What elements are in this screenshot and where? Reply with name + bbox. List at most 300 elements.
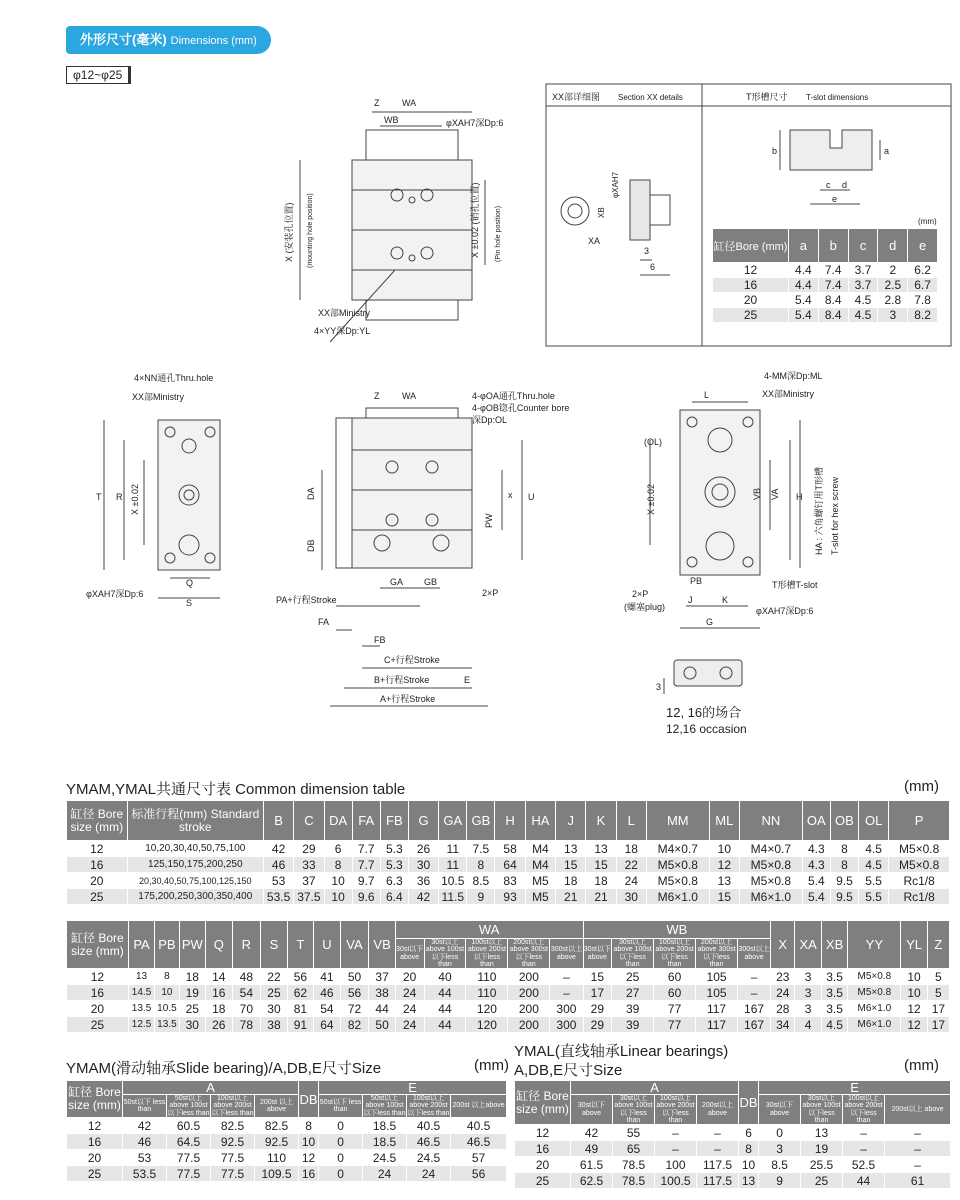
table-row (67, 969, 950, 985)
common-table-title: YMAM,YMAL共通尺寸表 Common dimension table (66, 781, 406, 798)
table3-subheader: 200st 以上above (451, 1095, 507, 1118)
table-row (67, 1118, 507, 1134)
table-cell: 18.5 (363, 1118, 407, 1134)
table-cell: 3.7 (848, 278, 878, 293)
table-cell: M6×1.0 (848, 1001, 901, 1017)
table2-header: U (314, 921, 340, 969)
table-cell: 44 (424, 1001, 466, 1017)
table-cell: 53.5 (123, 1166, 167, 1182)
table-cell: 39 (612, 1017, 654, 1033)
table-cell: 50 (340, 969, 369, 985)
table-cell: 16 (515, 1141, 571, 1157)
table-cell: 28 (771, 1001, 795, 1017)
table-cell: M5×0.8 (646, 857, 709, 873)
table-cell: Rc1/8 (889, 889, 950, 905)
table-cell: 9 (467, 889, 495, 905)
slide-table-title: YMAM(滑动轴承Slide bearing)/A,DB,E尺寸Size (66, 1060, 382, 1077)
table-row (713, 293, 938, 308)
table1-header: DA (324, 801, 352, 841)
table-cell: M5×0.8 (848, 985, 901, 1001)
table-cell: 110 (255, 1150, 299, 1166)
table-cell: 38 (369, 985, 395, 1001)
section-d3: 3 (644, 246, 650, 256)
table-row (67, 1150, 507, 1166)
table2-header: S (261, 921, 287, 969)
table-cell: 12 (67, 1118, 123, 1134)
table-cell: 56 (451, 1166, 507, 1182)
table2-subheader: 300st以上 above (738, 939, 771, 969)
table4-header: A (571, 1081, 739, 1095)
table-cell: 40 (424, 969, 466, 985)
left-xx: XX部Ministry (132, 392, 185, 402)
table4-subheader: 30st以上above 100st以下less than (614, 1095, 653, 1125)
right-j: J (688, 595, 693, 605)
table-cell: 10.5 (439, 873, 467, 889)
mid-db: DB (306, 539, 316, 552)
table3-subheader: 50st以下 less than (319, 1095, 363, 1118)
table-cell: 10 (709, 841, 739, 857)
table-cell: 77.5 (167, 1166, 211, 1182)
table-cell: 22 (261, 969, 287, 985)
table-cell: 55 (613, 1125, 655, 1141)
left-s: S (186, 598, 193, 608)
table-cell: 0 (319, 1134, 363, 1150)
tslot-b: b (772, 146, 778, 156)
top-x-pin-en: (Pin hole position) (495, 205, 502, 262)
table-cell: 26 (206, 1017, 232, 1033)
table-cell: M5 (525, 889, 555, 905)
left-xa: φXAH7深Dp:6 (86, 589, 144, 599)
mid-pw: PW (484, 513, 494, 528)
table-cell: 24 (395, 1017, 424, 1033)
table-cell: 29 (294, 841, 324, 857)
top-z: Z (374, 98, 380, 108)
table-cell: 46 (263, 857, 293, 873)
table4-subheader: 30st以下 above (759, 1095, 801, 1125)
mid-gb: GB (424, 577, 438, 587)
occasion-cn: 12, 16的场合 (666, 705, 742, 720)
right-tslot: T形槽T-slot (772, 580, 818, 590)
table-row (67, 841, 950, 857)
top-xa-note: φXAH7深Dp:6 (446, 118, 504, 128)
table-cell: 20 (515, 1157, 571, 1173)
table-cell: 36 (408, 873, 438, 889)
table-cell: 16 (67, 1134, 123, 1150)
table-cell: 125,150,175,200,250 (127, 857, 263, 873)
table-cell: 82.5 (211, 1118, 255, 1134)
table-cell: 8 (830, 857, 858, 873)
table-row (515, 1141, 951, 1157)
table-cell: – (655, 1141, 697, 1157)
tslot-title-cn: T形槽尺寸 (746, 92, 788, 102)
table-cell: M5 (525, 873, 555, 889)
table-cell: 12.5 (128, 1017, 154, 1033)
occasion-en: 12,16 occasion (666, 722, 747, 736)
table-cell: 29 (583, 1001, 612, 1017)
table-cell: 93 (495, 889, 525, 905)
header-title-en: Dimensions (mm) (170, 35, 257, 47)
table-cell: 81 (287, 1001, 313, 1017)
linear-table-title-2: A,DB,E尺寸Size (514, 1062, 623, 1079)
table-cell: 91 (287, 1017, 313, 1033)
right-p2: 2×P (632, 589, 649, 599)
table3-subheader: 200st 以上above (255, 1095, 299, 1118)
table-row (67, 1166, 507, 1182)
table-cell: – (885, 1141, 951, 1157)
table-cell: 24.5 (363, 1150, 407, 1166)
top-x-mount-en: (mounting hole position) (307, 193, 314, 268)
section-xa-h7: φXAH7 (611, 171, 620, 198)
table-cell: 18 (179, 969, 205, 985)
table-cell: 17 (927, 1001, 949, 1017)
table-cell: 56 (340, 985, 369, 1001)
table2-header: WB (583, 921, 771, 939)
table-cell: 65 (613, 1141, 655, 1157)
table-cell: 34 (771, 1017, 795, 1033)
table-cell: 3 (759, 1141, 801, 1157)
table-cell: 5.5 (858, 889, 888, 905)
table2-header: YY (848, 921, 901, 969)
table2-subheader: 30st以下 above (583, 939, 612, 969)
mid-p2: 2×P (482, 588, 499, 598)
top-x-pin: X ±0.02 (销孔位置) (470, 182, 480, 258)
table-cell: 7.8 (908, 293, 938, 308)
right-ol: (OL) (644, 437, 662, 447)
table3-subheader: 50st以上above 100st以下less than (167, 1095, 210, 1117)
table-cell: 54 (314, 1001, 340, 1017)
table-cell: 25 (67, 1166, 123, 1182)
right-pb: PB (690, 576, 703, 586)
table-cell: 22 (616, 857, 646, 873)
table-cell: 62.5 (571, 1173, 613, 1189)
table3-subheader: 50st以下 less than (123, 1095, 167, 1118)
table-cell: 8.5 (759, 1157, 801, 1173)
table-cell: 109.5 (255, 1166, 299, 1182)
tslot-unit: (mm) (918, 217, 937, 226)
table-cell: – (843, 1141, 885, 1157)
right-va: VA (770, 488, 780, 500)
table-cell: 60 (654, 969, 696, 985)
table-cell: 110 (466, 985, 508, 1001)
table3-subheader: 50st以上above 100st以下less than (363, 1095, 406, 1117)
table1-header: J (556, 801, 586, 841)
table-cell: M5×0.8 (889, 841, 950, 857)
table-cell: 64.5 (167, 1134, 211, 1150)
mid-ol: 深Dp:OL (472, 415, 508, 425)
table1-header: MM (646, 801, 709, 841)
table2-subheader: 300st以上 above (550, 939, 583, 969)
table-cell: 25 (713, 308, 789, 323)
table-cell: 25.5 (801, 1157, 843, 1173)
table-cell: 0 (319, 1118, 363, 1134)
table-cell: 4.4 (789, 263, 819, 278)
table-cell: 12 (67, 841, 128, 857)
table-cell: 117.5 (697, 1157, 739, 1173)
table-cell: 5.4 (789, 308, 819, 323)
table-cell: 77.5 (211, 1150, 255, 1166)
table2-header: PW (179, 921, 205, 969)
tslot-title-en: T-slot dimensions (806, 93, 869, 102)
table-cell: – (655, 1125, 697, 1141)
table-cell: 20,30,40,50,75,100,125,150 (127, 873, 263, 889)
table4-header: 缸径 Bore size (mm) (515, 1081, 571, 1125)
section-xa: XA (588, 236, 601, 246)
mid-ob: 4-φOB锪孔Counter bore (472, 403, 570, 413)
right-l: L (704, 390, 710, 400)
table1-header: K (586, 801, 616, 841)
table-cell: 8.2 (908, 308, 938, 323)
table-cell: 18 (206, 1001, 232, 1017)
right-g: G (706, 617, 714, 627)
table2-header: YL (901, 921, 927, 969)
table-cell: 77.5 (211, 1166, 255, 1182)
table4-subheader: 200st以上 above (697, 1095, 739, 1125)
table-cell: 13 (739, 1173, 759, 1189)
table-cell: M5×0.8 (739, 873, 802, 889)
header-title-cn: 外形尺寸(毫米) (80, 32, 167, 47)
table-cell: 18 (586, 873, 616, 889)
table-cell: 72 (340, 1001, 369, 1017)
common-dimension-table (66, 800, 950, 905)
table-cell: 77.5 (167, 1150, 211, 1166)
left-x: X ±0.02 (130, 484, 140, 515)
right-ha: HA : 六角螺钉用T形槽 (814, 466, 824, 555)
table-row (67, 985, 950, 1001)
table-cell: M5×0.8 (739, 857, 802, 873)
table-cell: 10 (155, 985, 179, 1001)
table-cell: 46.5 (407, 1134, 451, 1150)
table1-header: ML (709, 801, 739, 841)
table-cell: 10.5 (155, 1001, 179, 1017)
table-cell: 8 (155, 969, 179, 985)
table-cell: 15 (709, 889, 739, 905)
table-cell: 8.5 (467, 873, 495, 889)
table-cell: 24 (363, 1166, 407, 1182)
table-cell: 56 (287, 969, 313, 985)
mid-oa: 4-φOA通孔Thru.hole (472, 391, 555, 401)
table1-header: GA (439, 801, 467, 841)
table-cell: 2.5 (878, 278, 908, 293)
top-wa: WA (402, 98, 417, 108)
section-title-en: Section XX details (618, 93, 683, 102)
table-cell: 42 (408, 889, 438, 905)
table-cell: 200 (508, 1001, 550, 1017)
table-cell: 5.4 (789, 293, 819, 308)
table-cell: 11 (439, 857, 467, 873)
table-cell: 42 (123, 1118, 167, 1134)
table-cell: 8 (739, 1141, 759, 1157)
table-cell: 62 (287, 985, 313, 1001)
table-cell: – (738, 985, 771, 1001)
table-row (515, 1095, 951, 1125)
tslot-header: a (789, 229, 819, 263)
tslot-header: b (818, 229, 848, 263)
table-cell: 100 (655, 1157, 697, 1173)
table-cell: 0 (319, 1150, 363, 1166)
table1-header: L (616, 801, 646, 841)
table-cell: 3.7 (848, 263, 878, 278)
table2-header: XB (821, 921, 847, 969)
table-cell: M5×0.8 (646, 873, 709, 889)
occasion-d3: 3 (656, 682, 662, 692)
mid-fb: FB (374, 635, 386, 645)
section-xb: XB (597, 207, 606, 218)
table-cell: 53 (263, 873, 293, 889)
table-cell: 44 (424, 985, 466, 1001)
table-row (67, 1081, 507, 1095)
table-cell: 78.5 (613, 1157, 655, 1173)
table4-subheader: 30st以上above 100st以下less than (802, 1095, 841, 1125)
table-cell: 2 (878, 263, 908, 278)
table-cell: 5.5 (858, 873, 888, 889)
table-cell: 38 (261, 1017, 287, 1033)
table-row (67, 1017, 950, 1033)
linear-table-unit: (mm) (904, 1057, 939, 1074)
table2-subheader: 200st以上above 300st以下less than (509, 939, 548, 969)
table-cell: 30 (408, 857, 438, 873)
table-cell: 8.4 (818, 308, 848, 323)
common-table-unit: (mm) (904, 778, 939, 795)
table-cell: 44 (424, 1017, 466, 1033)
table-cell: 25 (515, 1173, 571, 1189)
table-cell: M6×1.0 (739, 889, 802, 905)
table1-header: C (294, 801, 324, 841)
table-cell: 105 (696, 969, 738, 985)
table-cell: 9.5 (830, 889, 858, 905)
table-cell: 8 (299, 1118, 319, 1134)
table2-header: X (771, 921, 795, 969)
table-cell: 57 (451, 1150, 507, 1166)
table-cell: 83 (495, 873, 525, 889)
table-cell: 7.4 (818, 263, 848, 278)
table1-header: 缸径 Bore size (mm) (67, 801, 128, 841)
table-cell: 53 (123, 1150, 167, 1166)
table-row (515, 1173, 951, 1189)
table-cell: 58 (495, 841, 525, 857)
right-ha-en: T-slot for hex screw (830, 476, 840, 555)
table-cell: 200 (508, 969, 550, 985)
table-cell: 11.5 (439, 889, 467, 905)
table-row (713, 263, 938, 278)
tslot-a: a (884, 146, 890, 156)
table-cell: 26 (408, 841, 438, 857)
table2-header: 缸径 Bore size (mm) (67, 921, 129, 969)
table-cell: 21 (586, 889, 616, 905)
table2-header: R (232, 921, 261, 969)
table-cell: 25 (67, 889, 128, 905)
table-cell: 78 (232, 1017, 261, 1033)
mid-ga: GA (390, 577, 404, 587)
table-cell: 25 (179, 1001, 205, 1017)
table-cell: 20 (67, 1001, 129, 1017)
table-cell: 13 (709, 873, 739, 889)
table1-header: FB (380, 801, 408, 841)
table-cell: – (550, 969, 583, 985)
table4-subheader: 100st以上above 200st以下less than (656, 1095, 695, 1125)
mid-da: DA (306, 487, 316, 500)
mid-fa: FA (318, 617, 330, 627)
table-cell: 4.5 (858, 857, 888, 873)
table4-subheader: 30st以下 above (571, 1095, 613, 1125)
table-cell: 77 (654, 1017, 696, 1033)
table-cell: 16 (67, 857, 128, 873)
table-cell: 300 (550, 1017, 583, 1033)
table-cell: 4.5 (858, 841, 888, 857)
table3-header: DB (299, 1081, 319, 1118)
table2-header: VB (369, 921, 395, 969)
table-cell: 82 (340, 1017, 369, 1033)
table-cell: 24 (407, 1166, 451, 1182)
tslot-c: c (826, 180, 831, 190)
table-cell: 12 (901, 1017, 927, 1033)
table1-header: H (495, 801, 525, 841)
common-dimension-table-2 (66, 920, 950, 1033)
table-cell: 3 (795, 969, 821, 985)
table-cell: 120 (466, 1001, 508, 1017)
table-cell: M4×0.7 (646, 841, 709, 857)
table-cell: 2.8 (878, 293, 908, 308)
table-cell: 10 (901, 969, 927, 985)
table-cell: 6.4 (380, 889, 408, 905)
right-h: H (796, 492, 803, 502)
table-cell: 61 (885, 1173, 951, 1189)
table-cell: 52.5 (843, 1157, 885, 1173)
left-q: Q (186, 578, 194, 588)
table-cell: 42 (263, 841, 293, 857)
table-cell: 24 (395, 1001, 424, 1017)
table-cell: 64 (495, 857, 525, 873)
table-cell: 6 (739, 1125, 759, 1141)
table-cell: 15 (556, 857, 586, 873)
table-cell: 46 (314, 985, 340, 1001)
tslot-header: 缸径Bore (mm) (713, 229, 789, 263)
right-xa: φXAH7深Dp:6 (756, 606, 814, 616)
table-cell: M5×0.8 (889, 857, 950, 873)
table-cell: 167 (738, 1017, 771, 1033)
table-cell: 5.4 (802, 889, 830, 905)
table-cell: M6×1.0 (646, 889, 709, 905)
table-cell: 5 (927, 969, 949, 985)
table-cell: 6.2 (908, 263, 938, 278)
table-cell: 13 (586, 841, 616, 857)
right-x: X ±0.02 (646, 484, 656, 515)
table-cell: 15 (583, 969, 612, 985)
table-cell: 27 (612, 985, 654, 1001)
table1-header: GB (467, 801, 495, 841)
table2-subheader: 30st以下 above (395, 939, 424, 969)
table-cell: 4.3 (802, 841, 830, 857)
table-cell: 13.5 (155, 1017, 179, 1033)
table-cell: 42 (571, 1125, 613, 1141)
table1-header: B (263, 801, 293, 841)
table-cell: 21 (556, 889, 586, 905)
table-cell: 3.5 (821, 969, 847, 985)
table1-header: FA (352, 801, 380, 841)
table-cell: 9 (759, 1173, 801, 1189)
table4-header: DB (739, 1081, 759, 1125)
table-cell: 18 (616, 841, 646, 857)
table2-header: VA (340, 921, 369, 969)
table-row (67, 1001, 950, 1017)
tslot-header: e (908, 229, 938, 263)
table-cell: 7.4 (818, 278, 848, 293)
table-row (713, 308, 938, 323)
table-cell: 117 (696, 1001, 738, 1017)
table-cell: 6.3 (380, 873, 408, 889)
linear-bearing-table (514, 1080, 951, 1189)
right-plug: (螺塞plug) (624, 602, 666, 612)
table-cell: – (697, 1125, 739, 1141)
